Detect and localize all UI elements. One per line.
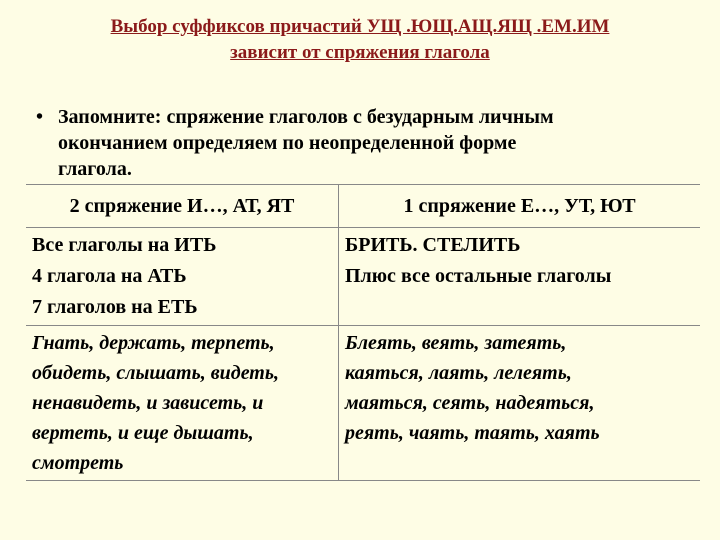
title-line-1: Выбор суффиксов причастий УЩ .ЮЩ.АЩ.ЯЩ .ЕМ.ИМ — [110, 16, 610, 37]
example-line: Блеять, веять, затеять, — [345, 332, 567, 354]
bullet-line-1: Запомните: спряжение глаголов с безударным личным — [58, 106, 554, 128]
example-line: Гнать, держать, терпеть, — [32, 332, 275, 354]
header-second-conjugation: 2 спряжение И…, АТ, ЯТ — [26, 185, 339, 228]
memo-bullet — [36, 104, 698, 182]
example-line: каяться, лаять, лелеять, — [345, 362, 572, 384]
example-line: маяться, сеять, надеяться, — [345, 392, 595, 414]
rule-item: 7 глаголов на ЕТЬ — [32, 296, 198, 318]
examples-second-conjugation — [26, 326, 339, 481]
bullet-icon: • — [36, 106, 44, 128]
rule-item: 4 глагола на АТЬ — [32, 265, 187, 287]
example-line: вертеть, и еще дышать, — [32, 422, 254, 444]
rules-first-conjugation — [339, 228, 701, 326]
example-line: обидеть, слышать, видеть, — [32, 362, 280, 384]
table-header-row — [26, 185, 700, 228]
example-line: смотреть — [32, 452, 124, 474]
example-line: ненавидеть, и зависеть, и — [32, 392, 264, 414]
header-first-conjugation: 1 спряжение Е…, УТ, ЮТ — [339, 185, 701, 228]
rule-item: Плюс все остальные глаголы — [345, 265, 612, 287]
rule-item: Все глаголы на ИТЬ — [32, 234, 217, 256]
rule-item: БРИТЬ. СТЕЛИТЬ — [345, 234, 521, 256]
table-examples-row — [26, 326, 700, 481]
title-line-2: зависит от спряжения глагола — [230, 42, 490, 63]
conjugation-table — [26, 184, 700, 481]
examples-first-conjugation — [339, 326, 701, 481]
bullet-line-3: глагола. — [58, 158, 132, 180]
slide-title — [20, 14, 700, 66]
bullet-line-2: окончанием определяем по неопределенной форме — [58, 132, 517, 154]
rules-second-conjugation — [26, 228, 339, 326]
example-line: реять, чаять, таять, хаять — [345, 422, 600, 444]
table-rules-row — [26, 228, 700, 326]
